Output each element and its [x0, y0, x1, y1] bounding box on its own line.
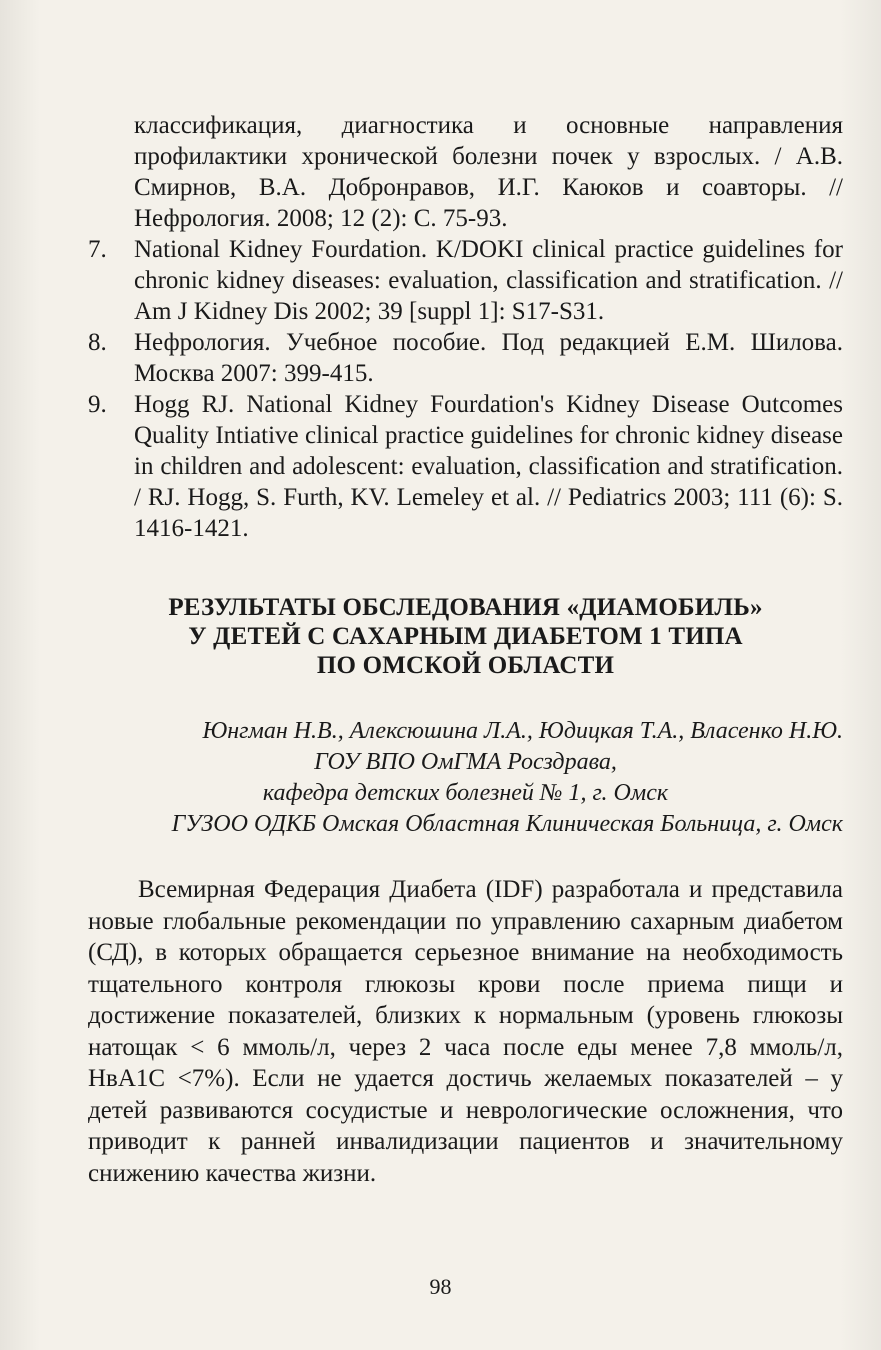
affiliation-line-2: кафедра детских болезней № 1, г. Омск: [262, 780, 669, 806]
title-line-2: У ДЕТЕЙ С САХАРНЫМ ДИАБЕТОМ 1 ТИПА: [188, 623, 743, 650]
abstract-paragraph: Всемирная Федерация Диабета (IDF) разработала и представила новые глобальные рекомендации по управлению сахарным диабетом (СД), в которых обращается серьезное внимание на необходимость тщательного контроля глюкозы крови после приема пищи и достижение показателей, близких к нормальным (уровень глюкозы натощак < 6 ммоль/л, через 2 часа после еды менее 7,8 ммоль/л, НвА1С <7%). Если не удается достичь желаемых показателей – у детей развиваются сосудистые и неврологические осложнения, что приводит к ранней инвалидизации пациентов и значительному снижению качества жизни.: [88, 876, 843, 1187]
page-number: 98: [429, 1274, 452, 1299]
reference-text: Нефрология. Учебное пособие. Под редакцией Е.М. Шилова. Москва 2007: 399-415.: [134, 329, 843, 387]
title-line-1: РЕЗУЛЬТАТЫ ОБСЛЕДОВАНИЯ «ДИАМОБИЛЬ»: [168, 594, 763, 621]
article-title: [88, 593, 843, 680]
reference-item-7: [88, 234, 843, 327]
reference-list: [88, 110, 843, 544]
reference-number: 8.: [88, 329, 107, 356]
reference-number: 7.: [88, 236, 107, 263]
reference-number: 9.: [88, 391, 107, 418]
reference-item-8: [88, 327, 843, 389]
reference-text: Hogg RJ. National Kidney Fourdation's Kidney Disease Outcomes Quality Intiative clinical practice guidelines for chronic kidney disease in children and adolescent: evaluation, classification and stratification. / RJ. Hogg, S. Furth, KV. Lemeley et al. // Pediatrics 2003; 111 (6): S. 1416-1421.: [134, 391, 843, 542]
affiliation-line-3: ГУЗОО ОДКБ Омская Областная Клиническая Больница, г. Омск: [171, 811, 843, 837]
reference-text: National Kidney Fourdation. K/DOKI clinical practice guidelines for chronic kidney diseases: evaluation, classification and stratification. // Am J Kidney Dis 2002; 39 [suppl 1]: S17-S31.: [134, 236, 843, 325]
author-block: [88, 716, 843, 840]
title-line-3: ПО ОМСКОЙ ОБЛАСТИ: [316, 652, 615, 679]
reference-6-continuation: классификация, диагностика и основные направления профилактики хронической болезни почек у взрослых. / А.В. Смирнов, В.А. Добронравов, И.Г. Каюков и соавторы. // Нефрология. 2008; 12 (2): С. 75-93.: [134, 112, 843, 232]
author-names: Юнгман Н.В., Алексюшина Л.А., Юдицкая Т.А., Власенко Н.Ю.: [202, 718, 843, 744]
affiliation-line-1: ГОУ ВПО ОмГМА Росздрава,: [314, 749, 617, 775]
abstract-body: [88, 874, 843, 1189]
reference-item-9: [88, 389, 843, 544]
